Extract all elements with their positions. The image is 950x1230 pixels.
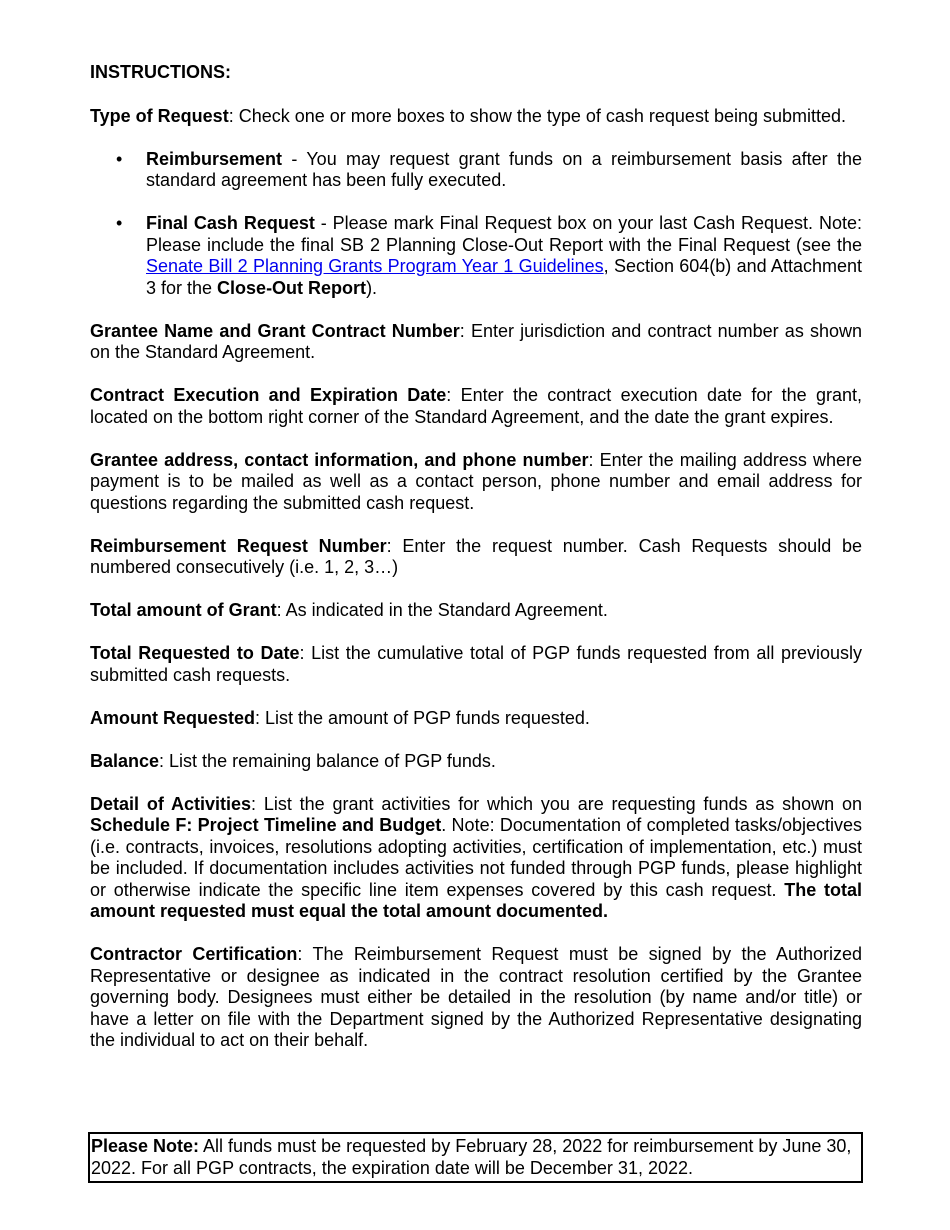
amount-requested-paragraph: [90, 708, 862, 730]
reimbursement-label: Reimbursement: [146, 148, 283, 169]
schedule-f-label: Schedule F: Project Timeline and Budget: [90, 815, 442, 835]
reimbursement-number-paragraph: [90, 536, 862, 579]
grantee-name-paragraph: [90, 321, 862, 364]
total-requested-paragraph: [90, 643, 862, 686]
grantee-address-text: : Enter the mailing address where payment is to be mailed as well as a contact person, phone number and email address for questions regarding the submitted cash request.: [90, 449, 862, 513]
contractor-certification-text: : The Reimbursement Request must be signed by the Authorized Representative or designee as indicated in the contract resolution certified by the Grantee governing body. Designees must either be detailed in the resolution (by name and/or title) or have a letter on file with the Department signed by the Authorized Representative designating the individual to act on their behalf.: [90, 944, 862, 1050]
amount-requested-label: Amount Requested: [90, 707, 256, 728]
total-amount-requirement: The total amount requested must equal the total amount documented.: [90, 879, 862, 921]
contractor-certification-label: Contractor Certification: [90, 944, 298, 964]
guidelines-link[interactable]: Senate Bill 2 Planning Grants Program Year 1 Guidelines: [146, 256, 604, 276]
bullet-icon: •: [116, 148, 123, 169]
instructions-heading: INSTRUCTIONS:: [90, 62, 231, 82]
reimbursement-text: - You may request grant funds on a reimbursement basis after the standard agreement has been fully executed.: [146, 148, 862, 190]
final-cash-request-label: Final Cash Request: [146, 213, 315, 233]
contractor-certification-paragraph: [90, 944, 862, 1052]
reimbursement-number-text: : Enter the request number. Cash Requests should be numbered consecutively (i.e. 1, 2, 3…): [90, 535, 862, 577]
grantee-address-label: Grantee address, contact information, and phone number: [90, 449, 589, 470]
grantee-address-paragraph: [90, 450, 862, 515]
please-note-label: Please Note:: [91, 1136, 200, 1156]
request-type-list: [90, 149, 862, 300]
total-requested-text: : List the cumulative total of PGP funds requested from all previously submitted cash requests.: [90, 643, 862, 685]
contract-execution-paragraph: [90, 385, 862, 428]
reimbursement-number-label: Reimbursement Request Number: [90, 535, 387, 556]
total-requested-label: Total Requested to Date: [90, 643, 300, 663]
balance-text: : List the remaining balance of PGP funds.: [159, 750, 496, 771]
detail-activities-label: Detail of Activities: [90, 793, 252, 814]
bullet-icon: •: [116, 213, 123, 233]
final-cash-request-text-2: , Section 604(b) and Attachment 3 for the: [146, 256, 862, 298]
balance-label: Balance: [90, 750, 160, 771]
type-of-request-paragraph: [90, 106, 862, 128]
contract-execution-text: : Enter the contract execution date for the grant, located on the bottom right corner of the Standard Agreement, and the date the grant expires.: [90, 385, 862, 427]
detail-activities-text-2: . Note: Documentation of completed tasks/objectives (i.e. contracts, invoices, resolutions adopting activities, certification of implementation, etc.) must be included. If documentation includes activities not funded through PGP funds, please highlight or otherwise indicate the specific line item expenses covered by this cash request.: [90, 815, 862, 900]
instructions-content: [90, 62, 862, 1073]
total-amount-paragraph: [90, 600, 862, 622]
please-note-box: [88, 1132, 863, 1183]
list-item-reimbursement: [90, 149, 862, 192]
amount-requested-text: : List the amount of PGP funds requested.: [255, 707, 590, 728]
total-amount-text: : As indicated in the Standard Agreement.: [276, 600, 608, 620]
grantee-name-text: : Enter jurisdiction and contract number as shown on the Standard Agreement.: [90, 320, 862, 362]
please-note-text: All funds must be requested by February 28, 2022 for reimbursement by June 30, 2022. For all PGP contracts, the expiration date will be December 31, 2022.: [91, 1136, 852, 1178]
balance-paragraph: [90, 751, 862, 773]
detail-activities-paragraph: [90, 794, 862, 923]
detail-activities-text: : List the grant activities for which you are requesting funds as shown on: [251, 793, 862, 814]
contract-execution-label: Contract Execution and Expiration Date: [90, 385, 447, 405]
list-item-final-cash-request: [90, 213, 862, 299]
total-amount-label: Total amount of Grant: [90, 600, 277, 620]
close-out-report-label: Close-Out Report: [217, 277, 367, 298]
final-cash-request-text-3: ).: [366, 277, 378, 298]
type-of-request-text: : Check one or more boxes to show the type of cash request being submitted.: [228, 105, 847, 126]
final-cash-request-text: - Please mark Final Request box on your last Cash Request. Note: Please include the final SB 2 Planning Close-Out Report with the Final Request (see the: [146, 213, 862, 255]
type-of-request-label: Type of Request: [90, 105, 229, 126]
grantee-name-label: Grantee Name and Grant Contract Number: [90, 320, 460, 341]
